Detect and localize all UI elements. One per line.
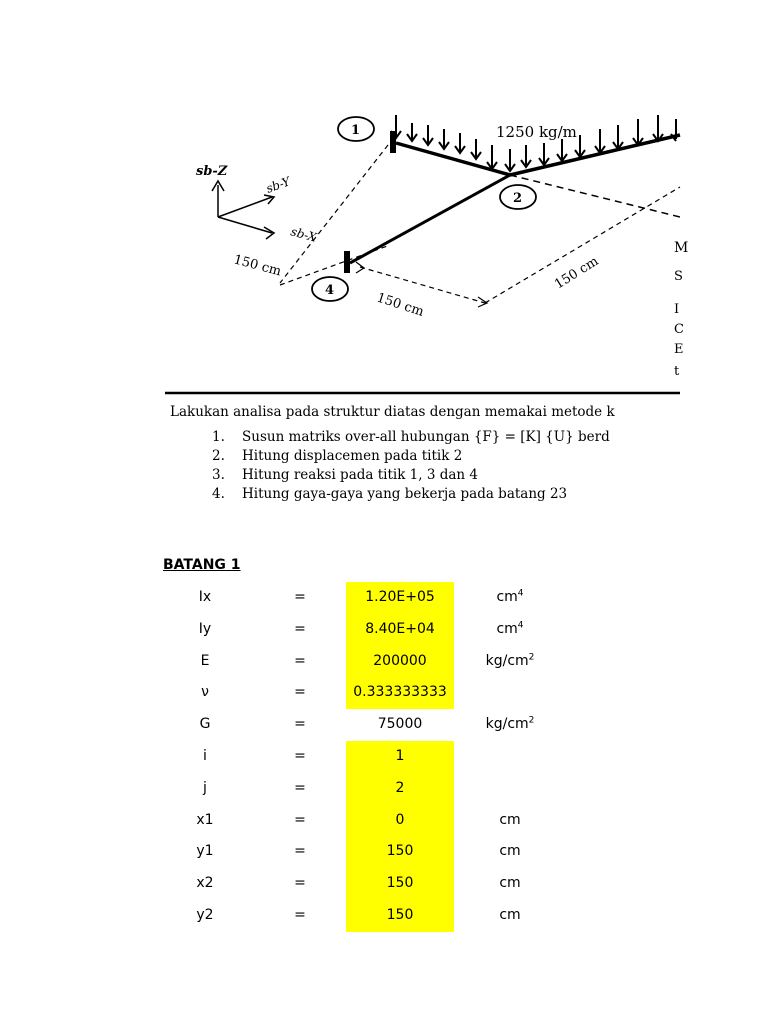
step-number: 2. — [212, 448, 225, 464]
equals-sign: = — [294, 906, 306, 923]
equals-sign: = — [294, 779, 306, 796]
cut-text-2: S — [674, 269, 683, 284]
axis-y-label: sb-Y — [264, 174, 293, 196]
cut-text-4: C — [674, 322, 684, 337]
node-1-label: 1 — [351, 123, 361, 138]
parameter-value[interactable]: 150 — [346, 900, 454, 932]
unit-text: cm — [499, 875, 521, 892]
parameter-unit — [460, 805, 560, 837]
step-item — [212, 485, 610, 504]
parameter-unit — [460, 868, 560, 900]
unit-text: kg/cm — [485, 652, 529, 669]
parameter-unit — [460, 582, 560, 614]
equals-sign: = — [294, 843, 306, 860]
parameter-value[interactable]: 2 — [346, 773, 454, 805]
unit-superscript: 4 — [517, 620, 524, 631]
parameter-name: i — [203, 747, 207, 764]
dashed-y-direction — [280, 145, 388, 283]
unit-text: cm — [499, 843, 521, 860]
step-item — [212, 447, 610, 466]
parameter-value[interactable]: 200000 — [346, 646, 454, 678]
parameter-unit — [460, 646, 560, 678]
dim-left-label: 150 cm — [231, 252, 283, 280]
parameter-name: y2 — [196, 906, 214, 923]
cut-text-1: M — [674, 240, 689, 256]
equals-sign: = — [294, 652, 306, 669]
parameter-value[interactable]: 150 — [346, 868, 454, 900]
step-item — [212, 466, 610, 485]
step-item — [212, 428, 610, 447]
section-title: BATANG 1 — [163, 557, 241, 573]
equals-sign: = — [294, 875, 306, 892]
parameter-name: Iy — [198, 620, 212, 637]
unit-text: kg/cm — [485, 716, 529, 733]
load-label: 1250 kg/m — [496, 123, 577, 141]
parameter-value[interactable]: 1 — [346, 741, 454, 773]
task-steps — [212, 428, 610, 504]
axis-x-label: sb-X — [289, 224, 318, 245]
parameter-name: x2 — [196, 875, 214, 892]
task-instruction: Lakukan analisa pada struktur diatas dengan memakai metode k — [170, 404, 615, 420]
x-axis-arrow — [264, 227, 274, 239]
parameter-unit — [460, 741, 560, 773]
parameter-unit — [460, 614, 560, 646]
parameter-name: Ix — [198, 589, 212, 605]
support-node4 — [344, 251, 350, 273]
unit-text: cm — [496, 589, 518, 605]
spacer-line-2 — [280, 145, 392, 285]
step-number: 3. — [212, 467, 225, 483]
axis-z-label: sb-Z — [196, 164, 228, 179]
dim-bottom-label: 150 cm — [374, 290, 426, 320]
step-text: Hitung reaksi pada titik 1, 3 dan 4 — [242, 467, 478, 483]
parameter-name: ν — [201, 684, 209, 701]
parameter-value[interactable]: 1.20E+05 — [346, 582, 454, 614]
step-text: Susun matriks over-all hubungan {F} = [K] {U} berd — [242, 429, 610, 445]
unit-superscript: 2 — [528, 715, 535, 726]
member-2-4 — [350, 175, 510, 263]
parameter-unit — [460, 900, 560, 932]
parameter-value[interactable]: 75000 — [377, 716, 423, 733]
unit-text: cm — [499, 811, 521, 828]
parameter-value[interactable]: 0.333333333 — [346, 677, 454, 709]
equals-sign: = — [294, 620, 306, 637]
parameter-unit — [460, 836, 560, 868]
equals-sign: = — [294, 811, 306, 828]
parameter-value[interactable]: 0 — [346, 805, 454, 837]
node-4-label: 4 — [325, 283, 335, 298]
cut-text-6: t — [674, 364, 680, 379]
spacer-line — [278, 147, 390, 283]
parameter-name: G — [199, 716, 211, 733]
step-number: 4. — [212, 486, 225, 502]
parameter-unit — [460, 677, 560, 709]
parameter-name: E — [200, 652, 210, 669]
parameter-name: x1 — [196, 811, 214, 828]
cut-text-5: E — [674, 342, 684, 357]
parameter-name: j — [203, 779, 207, 796]
y-axis-line — [218, 197, 272, 217]
equals-sign: = — [294, 747, 306, 764]
member-2-3 — [510, 135, 680, 175]
parameter-unit — [460, 709, 560, 741]
equals-sign: = — [294, 684, 306, 701]
dim-right-label: 150 cm — [552, 253, 602, 293]
step-text: Hitung gaya-gaya yang bekerja pada batang 23 — [242, 486, 568, 502]
equals-sign: = — [294, 589, 306, 605]
step-number: 1. — [212, 429, 225, 445]
unit-text: cm — [499, 906, 521, 923]
equals-sign: = — [294, 716, 306, 733]
unit-superscript: 4 — [517, 588, 524, 599]
parameter-name: y1 — [196, 843, 214, 860]
parameter-value[interactable]: 150 — [346, 836, 454, 868]
parameter-value[interactable]: 8.40E+04 — [346, 614, 454, 646]
node-2-label: 2 — [513, 191, 523, 206]
unit-superscript: 2 — [528, 651, 535, 662]
x-axis-line — [218, 217, 272, 233]
parameter-unit — [460, 773, 560, 805]
cut-text-3: I — [674, 302, 680, 317]
step-text: Hitung displacemen pada titik 2 — [242, 448, 463, 464]
unit-text: cm — [496, 620, 518, 637]
